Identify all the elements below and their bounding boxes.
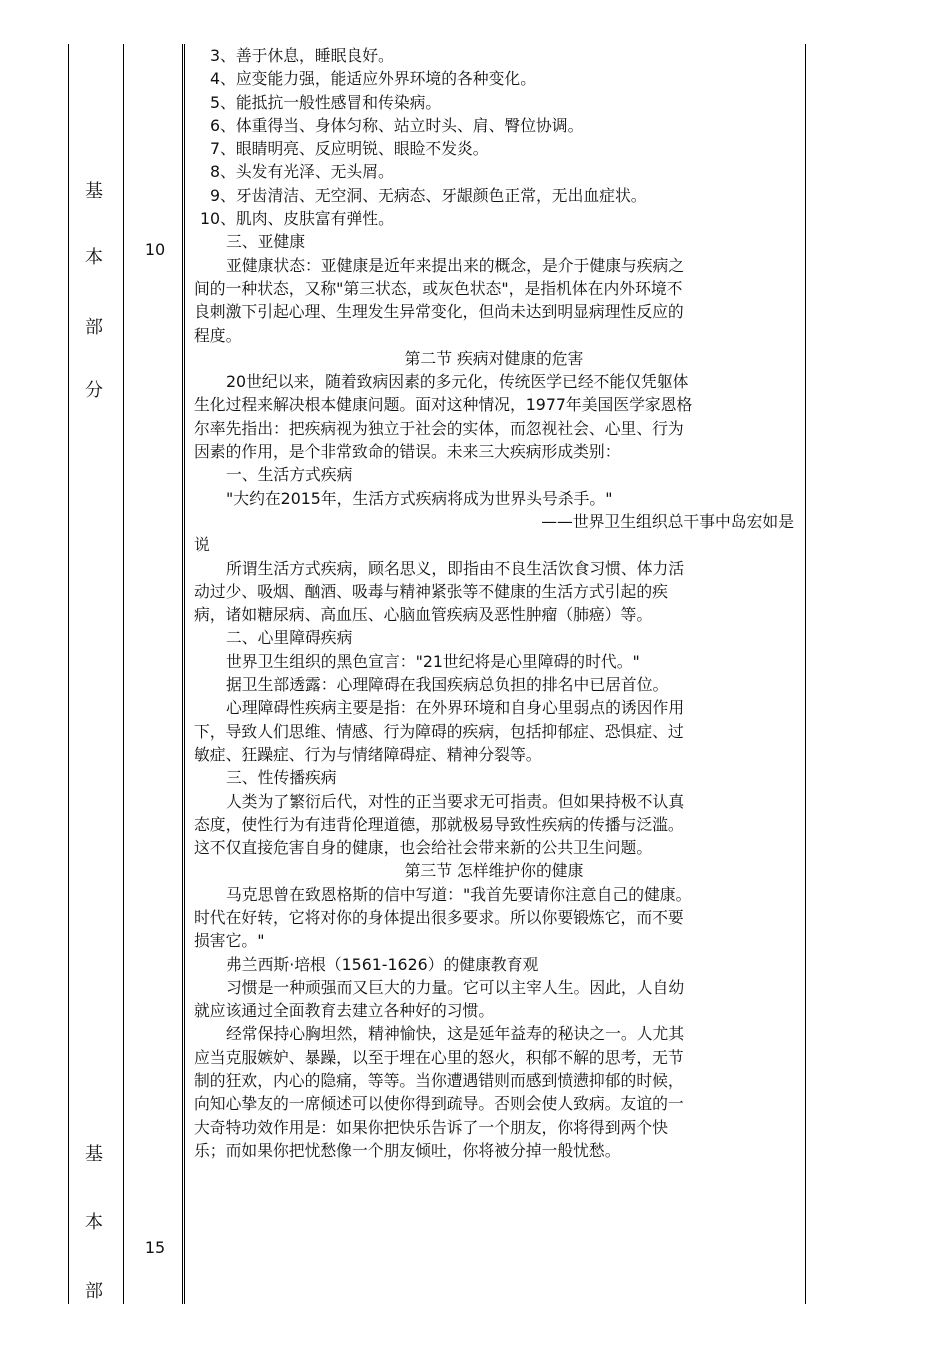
- paragraph-line: 程度。: [194, 325, 242, 345]
- table-border-col1: [123, 44, 124, 1304]
- subheading: 一、生活方式疾病: [226, 465, 353, 485]
- section-label-char: 分: [85, 380, 103, 401]
- section-heading: 第二节 疾病对健康的危害: [404, 348, 584, 368]
- table-border-col2: [182, 44, 185, 1304]
- table-border-right: [805, 44, 806, 1304]
- paragraph-line: 大奇特功效作用是：如果你把快乐告诉了一个朋友，你将得到两个快: [194, 1117, 668, 1137]
- quote-line: "大约在2015年，生活方式疾病将成为世界头号杀手。": [226, 488, 613, 508]
- paragraph-line: 据卫生部透露：心理障碍在我国疾病总负担的排名中已居首位。: [226, 675, 669, 695]
- list-item: 6、体重得当、身体匀称、站立时头、肩、臀位协调。: [210, 115, 584, 135]
- section-label-char: 部: [85, 1281, 103, 1302]
- paragraph-line: 世界卫生组织的黑色宣言："21世纪将是心里障碍的时代。": [226, 651, 640, 671]
- section-label-char: 本: [85, 247, 103, 268]
- paragraph-line: 敏症、狂躁症、行为与情绪障碍症、精神分裂等。: [194, 744, 542, 764]
- paragraph-line: 经常保持心胸坦然，精神愉快，这是延年益寿的秘诀之一。人尤其: [226, 1024, 685, 1044]
- list-item: 4、应变能力强，能适应外界环境的各种变化。: [210, 69, 536, 89]
- paragraph-line: 间的一种状态，又称"第三状态，或灰色状态"，是指机体在内外环境不: [194, 278, 683, 298]
- subheading: 二、心里障碍疾病: [226, 628, 353, 648]
- paragraph-line: 制的狂欢，内心的隐痛，等等。当你遭遇错则而感到愤懑抑郁的时候，: [194, 1071, 684, 1091]
- paragraph-line: 人类为了繁衍后代，对性的正当要求无可指责。但如果持极不认真: [226, 791, 685, 811]
- paragraph-line: 向知心挚友的一席倾述可以使你得到疏导。否则会使人致病。友谊的一: [194, 1094, 684, 1114]
- paragraph-line: 亚健康状态：亚健康是近年来提出来的概念，是介于健康与疾病之: [226, 255, 685, 275]
- paragraph-line: 心理障碍性疾病主要是指：在外界环境和自身心里弱点的诱因作用: [226, 698, 685, 718]
- paragraph-line: 尔率先指出：把疾病视为独立于社会的实体，而忽视社会、心里、行为: [194, 418, 684, 438]
- quote-attribution: ——世界卫生组织总干事中岛宏如是: [541, 511, 794, 531]
- content-cell: [194, 44, 794, 1162]
- paragraph-line: 动过少、吸烟、酗酒、吸毒与精神紧张等不健康的生活方式引起的疾: [194, 581, 668, 601]
- paragraph-line: 习惯是一种顽强而又巨大的力量。它可以主宰人生。因此，人自幼: [226, 977, 685, 997]
- subheading: 三、亚健康: [226, 232, 305, 252]
- subheading: 弗兰西斯·培根（1561-1626）的健康教育观: [226, 954, 539, 974]
- list-item: 10、肌肉、皮肤富有弹性。: [200, 209, 394, 229]
- paragraph-line: 马克思曾在致恩格斯的信中写道："我首先要请你注意自己的健康。: [226, 884, 692, 904]
- section-label-char: 本: [85, 1212, 103, 1233]
- list-item: 9、牙齿清洁、无空洞、无病态、牙龈颜色正常，无出血症状。: [210, 185, 647, 205]
- section-label-char: 基: [85, 181, 103, 202]
- section-label-char: 基: [85, 1144, 103, 1165]
- paragraph-line: 病，诸如糖尿病、高血压、心脑血管疾病及恶性肿瘤（肺癌）等。: [194, 605, 653, 625]
- paragraph-line: 因素的作用，是个非常致命的错误。未来三大疾病形成类别：: [194, 442, 621, 462]
- hours-cell-bottom: 15: [144, 1238, 166, 1257]
- paragraph-line: 时代在好转，它将对你的身体提出很多要求。所以你要锻炼它，而不要: [194, 907, 684, 927]
- paragraph-line: 20世纪以来，随着致病因素的多元化，传统医学已经不能仅凭躯体: [226, 372, 689, 392]
- paragraph-line: 应当克服嫉妒、暴躁，以至于埋在心里的怒火，积郁不解的思考，无节: [194, 1047, 684, 1067]
- paragraph-line: 这不仅直接危害自身的健康，也会给社会带来新的公共卫生问题。: [194, 838, 653, 858]
- list-item: 8、头发有光泽、无头屑。: [210, 162, 394, 182]
- paragraph-line: 所谓生活方式疾病，顾名思义，即指由不良生活饮食习惯、体力活: [226, 558, 685, 578]
- subheading: 三、性传播疾病: [226, 768, 337, 788]
- section-label-char: 部: [85, 317, 103, 338]
- paragraph-line: 损害它。": [194, 931, 265, 951]
- list-item: 7、眼睛明亮、反应明锐、眼睑不发炎。: [210, 139, 489, 159]
- list-item: 5、能抵抗一般性感冒和传染病。: [210, 92, 442, 112]
- paragraph-line: 生化过程来解决根本健康问题。面对这种情况，1977年美国医学家恩格: [194, 395, 693, 415]
- section-heading: 第三节 怎样维护你的健康: [404, 861, 584, 881]
- paragraph-line: 下，导致人们思维、情感、行为障碍的疾病，包括抑郁症、恐惧症、过: [194, 721, 684, 741]
- hours-cell-top: 10: [144, 240, 166, 259]
- list-item: 3、善于休息，睡眠良好。: [210, 46, 394, 65]
- paragraph-line: 乐；而如果你把忧愁像一个朋友倾吐，你将被分掉一般忧愁。: [194, 1140, 621, 1160]
- paragraph-line: 就应该通过全面教育去建立各种好的习惯。: [194, 1001, 495, 1021]
- table-border-left: [68, 44, 69, 1304]
- paragraph-line: 良刺激下引起心理、生理发生异常变化，但尚未达到明显病理性反应的: [194, 302, 684, 322]
- quote-attribution: 说: [194, 535, 210, 555]
- paragraph-line: 态度，使性行为有违背伦理道德，那就极易导致性疾病的传播与泛滥。: [194, 814, 684, 834]
